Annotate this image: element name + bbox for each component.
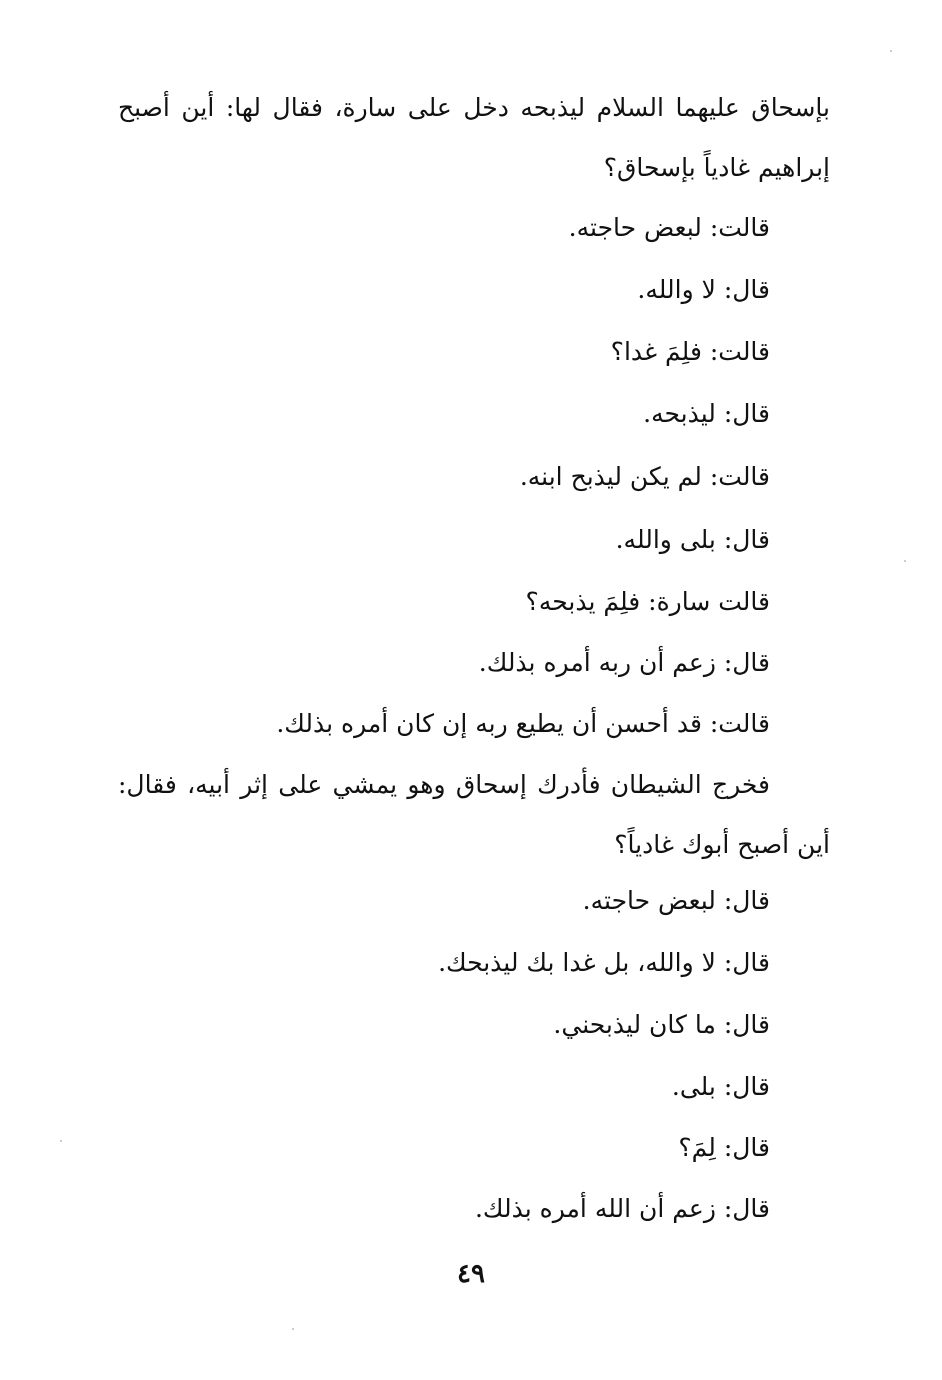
scan-speck: [60, 1140, 62, 1142]
dialogue-line-4: قال: لا والله.: [637, 275, 770, 304]
scan-speck: [292, 1328, 294, 1330]
text-line-1: بإسحاق عليهما السلام ليذبحه دخل على سارة، فقال لها: أين أصبح: [118, 93, 830, 122]
dialogue-line-5: قالت: فلِمَ غدا؟: [610, 337, 770, 366]
dialogue-line-16: قال: ما كان ليذبحني.: [553, 1010, 770, 1039]
text-line-2: إبراهيم غادياً بإسحاق؟: [603, 153, 830, 182]
dialogue-line-15: قال: لا والله، بل غدا بك ليذبحك.: [438, 948, 770, 977]
dialogue-line-8: قال: بلى والله.: [615, 525, 770, 554]
dialogue-line-10: قال: زعم أن ربه أمره بذلك.: [478, 648, 770, 677]
dialogue-line-7: قالت: لم يكن ليذبح ابنه.: [519, 462, 770, 491]
text-line-12: فخرج الشيطان فأدرك إسحاق وهو يمشي على إثر أبيه، فقال:: [118, 770, 770, 799]
dialogue-line-17: قال: بلى.: [671, 1072, 770, 1101]
dialogue-line-14: قال: لبعض حاجته.: [582, 886, 770, 915]
dialogue-line-9: قالت سارة: فلِمَ يذبحه؟: [525, 587, 770, 616]
dialogue-line-3: قالت: لبعض حاجته.: [568, 213, 770, 242]
scan-speck: [904, 560, 906, 562]
dialogue-line-6: قال: ليذبحه.: [643, 399, 770, 428]
dialogue-line-19: قال: زعم أن الله أمره بذلك.: [474, 1194, 770, 1223]
scan-speck: [890, 50, 892, 52]
dialogue-line-11: قالت: قد أحسن أن يطيع ربه إن كان أمره بذلك.: [276, 709, 770, 738]
dialogue-line-18: قال: لِمَ؟: [678, 1133, 770, 1162]
text-line-13: أين أصبح أبوك غادياً؟: [614, 830, 830, 859]
page-number: ٤٩: [457, 1259, 485, 1289]
